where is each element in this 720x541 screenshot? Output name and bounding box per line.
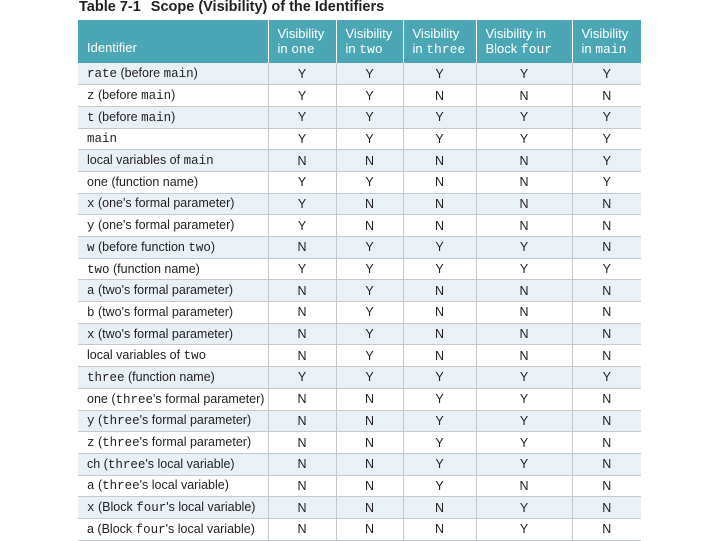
visibility-cell: Y <box>336 280 403 302</box>
visibility-cell: N <box>476 475 572 497</box>
visibility-cell: N <box>268 150 336 172</box>
table-number: Table 7-1 <box>79 0 141 15</box>
identifier-text: one ( <box>87 391 116 406</box>
table-row <box>78 432 641 454</box>
header-code: three <box>426 42 466 57</box>
table-row <box>78 367 641 389</box>
identifier-text: local variables of <box>87 348 184 363</box>
visibility-cell: N <box>403 302 476 324</box>
table-row <box>78 128 641 150</box>
visibility-cell: Y <box>268 367 336 389</box>
identifier-text: 's formal parameter) <box>139 413 252 428</box>
identifier-cell <box>78 128 268 150</box>
visibility-cell: N <box>403 171 476 193</box>
identifier-text: ) <box>193 66 198 81</box>
identifier-text: ( <box>94 478 103 493</box>
visibility-cell: N <box>476 150 572 172</box>
identifier-code: x <box>87 197 95 212</box>
table-row <box>78 388 641 410</box>
identifier-text: ch ( <box>87 456 108 471</box>
visibility-cell: Y <box>336 258 403 280</box>
header-code: four <box>520 42 553 57</box>
visibility-cell: N <box>336 453 403 475</box>
visibility-cell: Y <box>403 258 476 280</box>
table-row <box>78 323 641 345</box>
visibility-cell: N <box>403 323 476 345</box>
visibility-cell: N <box>572 410 641 432</box>
visibility-cell: Y <box>403 367 476 389</box>
identifier-text: (two's formal parameter) <box>94 326 234 341</box>
identifier-cell <box>78 215 268 237</box>
header-text: Visibility in <box>412 26 460 56</box>
visibility-cell: N <box>572 237 641 259</box>
identifier-code: x <box>87 327 95 342</box>
identifier-code: z <box>87 436 95 451</box>
visibility-cell: Y <box>336 128 403 150</box>
visibility-cell: N <box>476 302 572 324</box>
identifier-cell <box>78 150 268 172</box>
visibility-cell: N <box>476 193 572 215</box>
visibility-cell: Y <box>403 106 476 128</box>
identifier-text: ( <box>94 413 103 428</box>
visibility-cell: N <box>476 171 572 193</box>
identifier-cell <box>78 432 268 454</box>
visibility-cell: N <box>403 518 476 540</box>
visibility-cell: Y <box>336 367 403 389</box>
visibility-cell: Y <box>268 106 336 128</box>
visibility-cell: N <box>268 453 336 475</box>
identifier-text: (before <box>94 109 142 124</box>
visibility-cell: N <box>572 280 641 302</box>
visibility-cell: Y <box>403 388 476 410</box>
visibility-cell: Y <box>268 171 336 193</box>
identifier-code: z <box>87 89 95 104</box>
identifier-text: 's formal parameter) <box>153 391 265 406</box>
visibility-cell: Y <box>336 323 403 345</box>
identifier-cell <box>78 453 268 475</box>
identifier-code: t <box>87 110 95 125</box>
visibility-cell: Y <box>476 388 572 410</box>
identifier-code: w <box>87 240 95 255</box>
visibility-cell: N <box>336 432 403 454</box>
visibility-cell: N <box>336 475 403 497</box>
visibility-cell: Y <box>403 475 476 497</box>
visibility-cell: N <box>336 193 403 215</box>
table-row <box>78 258 641 280</box>
visibility-cell: Y <box>268 215 336 237</box>
visibility-cell: Y <box>476 410 572 432</box>
header-code: one <box>291 42 315 57</box>
table-row <box>78 150 641 172</box>
visibility-cell: N <box>268 410 336 432</box>
identifier-code: three <box>102 479 140 494</box>
table-row <box>78 106 641 128</box>
identifier-code: two <box>183 349 207 364</box>
visibility-cell: N <box>403 193 476 215</box>
visibility-one-header <box>268 20 336 63</box>
visibility-three-header <box>403 20 476 63</box>
header-code: two <box>359 42 383 57</box>
identifier-code: x <box>87 501 95 516</box>
visibility-cell: N <box>572 215 641 237</box>
identifier-code: b <box>87 305 95 320</box>
visibility-cell: N <box>336 497 403 519</box>
identifier-text: ) <box>210 239 216 254</box>
visibility-cell: N <box>572 345 641 367</box>
header-text: Visibility in <box>345 26 393 56</box>
identifier-code: main <box>163 67 194 82</box>
identifier-cell <box>78 193 268 215</box>
visibility-cell: Y <box>476 63 572 85</box>
identifier-text: 's local variable) <box>166 500 256 515</box>
visibility-cell: Y <box>572 171 641 193</box>
identifier-text: (before <box>94 88 142 103</box>
header-text: Visibility in Block <box>485 26 546 56</box>
identifier-code: three <box>102 436 140 451</box>
table-row <box>78 193 641 215</box>
identifier-cell <box>78 106 268 128</box>
identifier-text: 's formal parameter) <box>139 435 252 450</box>
visibility-cell: N <box>336 215 403 237</box>
table-row <box>78 518 641 540</box>
identifier-text: (two's formal parameter) <box>94 283 234 298</box>
identifier-code: main <box>183 154 214 169</box>
visibility-cell: Y <box>403 432 476 454</box>
visibility-cell: N <box>336 410 403 432</box>
visibility-cell: N <box>268 237 336 259</box>
identifier-cell <box>78 237 268 259</box>
visibility-cell: Y <box>476 237 572 259</box>
visibility-cell: Y <box>336 85 403 107</box>
identifier-text: (two's formal parameter) <box>94 304 234 319</box>
identifier-text: local variables of <box>87 153 184 168</box>
visibility-cell: N <box>268 345 336 367</box>
table-header <box>78 20 641 63</box>
identifier-code: three <box>102 414 140 429</box>
visibility-cell: N <box>268 432 336 454</box>
table-row <box>78 280 641 302</box>
visibility-cell: Y <box>336 345 403 367</box>
table-row <box>78 171 641 193</box>
visibility-cell: N <box>572 518 641 540</box>
visibility-cell: N <box>336 388 403 410</box>
visibility-cell: Y <box>403 453 476 475</box>
visibility-cell: N <box>268 280 336 302</box>
visibility-cell: Y <box>336 302 403 324</box>
visibility-cell: N <box>336 518 403 540</box>
identifier-text: (before function <box>94 239 189 254</box>
table-row <box>78 497 641 519</box>
visibility-cell: N <box>268 302 336 324</box>
visibility-cell: N <box>268 518 336 540</box>
visibility-cell: N <box>572 302 641 324</box>
identifier-cell <box>78 475 268 497</box>
identifier-code: three <box>107 457 146 472</box>
table-row <box>78 475 641 497</box>
visibility-cell: N <box>476 345 572 367</box>
identifier-text: a (Block <box>87 521 136 536</box>
visibility-cell: N <box>403 85 476 107</box>
identifier-text: (Block <box>94 500 137 515</box>
identifier-cell <box>78 410 268 432</box>
identifier-cell <box>78 63 268 85</box>
visibility-cell: Y <box>403 237 476 259</box>
visibility-cell: Y <box>268 258 336 280</box>
visibility-cell: N <box>268 323 336 345</box>
visibility-cell: Y <box>476 128 572 150</box>
visibility-cell: N <box>572 432 641 454</box>
identifier-cell <box>78 518 268 540</box>
identifier-text: ( <box>94 435 103 450</box>
visibility-cell: N <box>403 497 476 519</box>
visibility-cell: Y <box>336 63 403 85</box>
visibility-cell: Y <box>572 106 641 128</box>
table-row <box>78 85 641 107</box>
visibility-cell: N <box>572 193 641 215</box>
visibility-cell: N <box>403 280 476 302</box>
visibility-cell: Y <box>476 432 572 454</box>
identifier-column-header: Identifier <box>78 20 268 63</box>
visibility-two-header <box>336 20 403 63</box>
visibility-cell: N <box>476 215 572 237</box>
visibility-cell: N <box>336 150 403 172</box>
identifier-cell <box>78 302 268 324</box>
identifier-cell <box>78 258 268 280</box>
visibility-cell: Y <box>403 63 476 85</box>
identifier-code: y <box>87 219 95 234</box>
table-caption <box>79 0 384 15</box>
visibility-cell: N <box>572 453 641 475</box>
visibility-cell: Y <box>476 258 572 280</box>
table-row <box>78 345 641 367</box>
identifier-text: 's local variable) <box>165 521 255 536</box>
visibility-cell: Y <box>572 367 641 389</box>
identifier-text: (one's formal parameter) <box>94 218 235 233</box>
table-row <box>78 453 641 475</box>
header-text: Visibility in <box>581 26 629 56</box>
visibility-cell: N <box>572 85 641 107</box>
visibility-cell: N <box>572 323 641 345</box>
table-row <box>78 63 641 85</box>
identifier-code: two <box>87 262 110 277</box>
table-row <box>78 237 641 259</box>
visibility-cell: Y <box>572 258 641 280</box>
identifier-cell <box>78 171 268 193</box>
visibility-cell: N <box>268 388 336 410</box>
identifier-code: four <box>135 522 166 537</box>
identifier-text: one (function name) <box>87 175 199 190</box>
visibility-cell: Y <box>268 193 336 215</box>
visibility-cell: Y <box>268 85 336 107</box>
identifier-text: (function name) <box>109 261 200 276</box>
identifier-code: main <box>141 110 172 125</box>
table-title: Scope (Visibility) of the Identifiers <box>150 0 385 15</box>
visibility-cell: Y <box>572 63 641 85</box>
visibility-cell: N <box>476 323 572 345</box>
visibility-cell: N <box>476 280 572 302</box>
visibility-cell: Y <box>403 128 476 150</box>
identifier-cell <box>78 367 268 389</box>
header-row <box>78 20 641 63</box>
identifier-cell <box>78 497 268 519</box>
identifier-cell <box>78 388 268 410</box>
visibility-cell: Y <box>476 106 572 128</box>
visibility-cell: Y <box>476 367 572 389</box>
identifier-code: main <box>87 132 118 147</box>
identifier-code: a <box>87 479 95 494</box>
scope-table <box>78 20 641 541</box>
visibility-block-four-header <box>476 20 572 63</box>
identifier-code: three <box>87 370 125 385</box>
visibility-cell: Y <box>476 518 572 540</box>
visibility-cell: N <box>572 388 641 410</box>
identifier-code: main <box>141 89 172 104</box>
table-row <box>78 410 641 432</box>
visibility-cell: N <box>403 215 476 237</box>
visibility-cell: N <box>268 497 336 519</box>
table-body <box>78 63 641 540</box>
identifier-text: 's local variable) <box>145 456 235 471</box>
identifier-cell <box>78 345 268 367</box>
visibility-main-header <box>572 20 641 63</box>
header-code: main <box>595 42 627 57</box>
visibility-cell: Y <box>336 106 403 128</box>
visibility-cell: Y <box>572 150 641 172</box>
visibility-cell: N <box>572 475 641 497</box>
header-text: Visibility in <box>277 26 325 56</box>
visibility-cell: N <box>403 150 476 172</box>
identifier-code: three <box>115 392 154 407</box>
visibility-cell: N <box>268 475 336 497</box>
table-row <box>78 302 641 324</box>
identifier-text: ) <box>171 109 176 124</box>
identifier-cell <box>78 85 268 107</box>
visibility-cell: Y <box>268 63 336 85</box>
visibility-cell: N <box>572 497 641 519</box>
visibility-cell: Y <box>403 410 476 432</box>
visibility-cell: Y <box>336 171 403 193</box>
identifier-code: rate <box>87 67 118 82</box>
visibility-cell: N <box>476 85 572 107</box>
identifier-text: (one's formal parameter) <box>94 196 235 211</box>
identifier-text: (function name) <box>124 369 215 384</box>
visibility-cell: Y <box>336 237 403 259</box>
identifier-cell <box>78 323 268 345</box>
identifier-text: 's local variable) <box>139 478 229 493</box>
identifier-text: ) <box>171 88 176 103</box>
identifier-code: a <box>87 284 95 299</box>
visibility-cell: Y <box>268 128 336 150</box>
identifier-code: four <box>136 501 167 516</box>
visibility-cell: Y <box>476 497 572 519</box>
identifier-code: two <box>188 240 211 255</box>
table-row <box>78 215 641 237</box>
visibility-cell: Y <box>476 453 572 475</box>
visibility-cell: N <box>403 345 476 367</box>
identifier-text: (before <box>117 66 164 81</box>
identifier-cell <box>78 280 268 302</box>
visibility-cell: Y <box>572 128 641 150</box>
identifier-code: y <box>87 414 95 429</box>
